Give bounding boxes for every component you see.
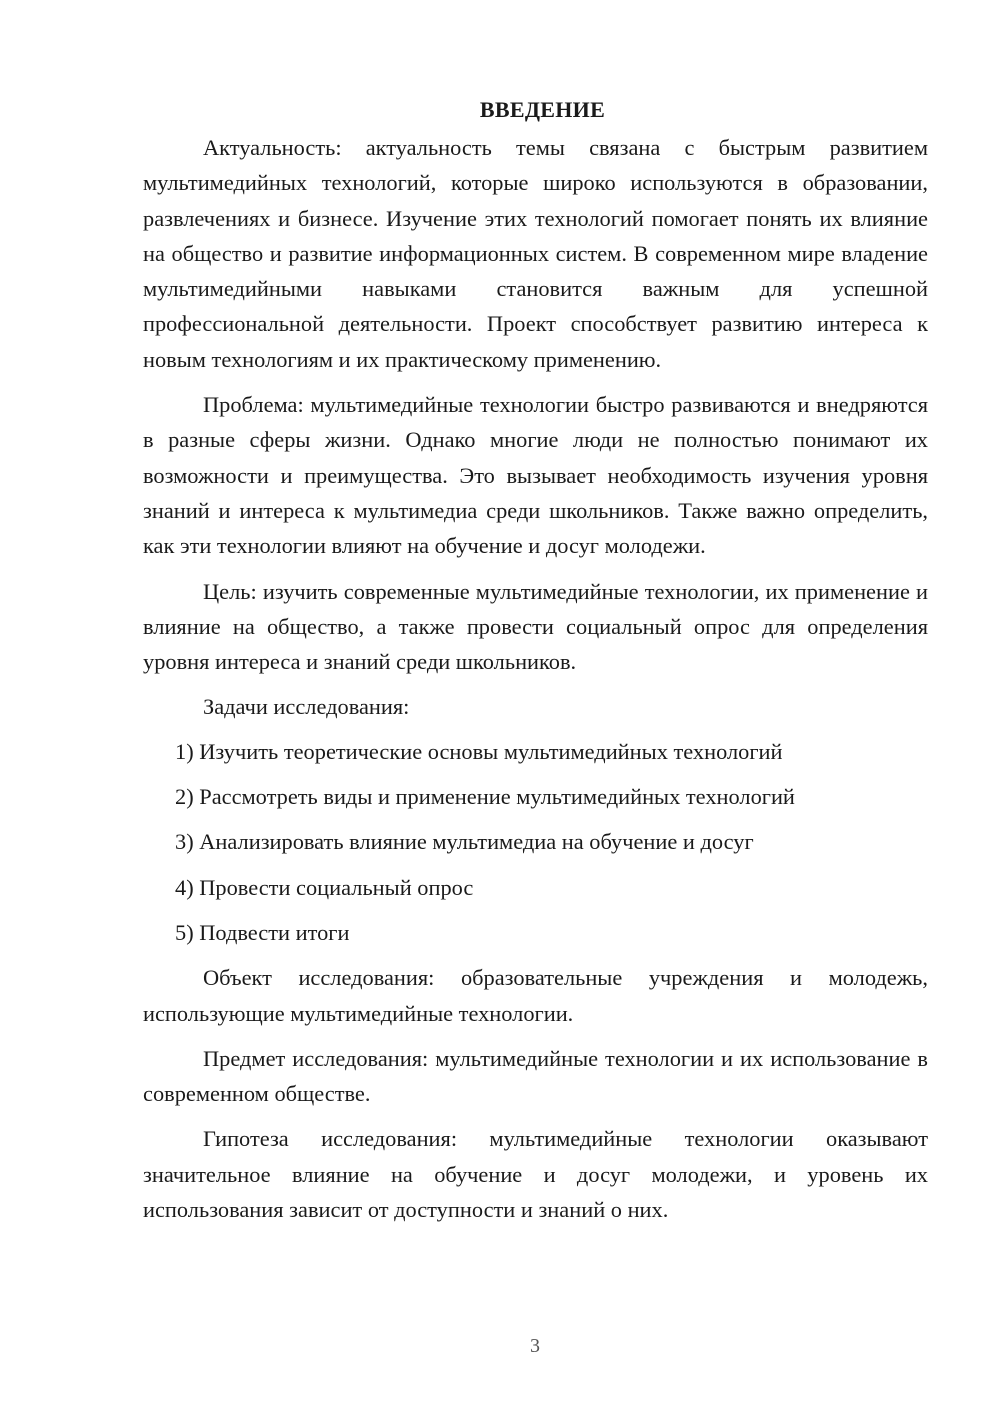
goal-paragraph: Цель: изучить современные мультимедийные технологии, их применение и влияние на общество, а также провести социальный опрос для определения уровня интереса и знаний среди школьников. xyxy=(143,578,928,675)
task-item: 5) Подвести итоги xyxy=(175,919,350,945)
document-page xyxy=(143,96,928,1311)
tasks-list xyxy=(143,734,928,950)
relevance-paragraph: Актуальность: актуальность темы связана с быстрым развитием мультимедийных технологий, которые широко используются в образовании, развлечениях и бизнесе. Изучение этих технологий помогает понять их влияние на общество и развитие информационных систем. В современном мире владение мультимедийными навыками становится важным для успешной профессиональной деятельности. Проект способствует развитию интереса к новым технологиям и их практическому применению. xyxy=(143,135,928,372)
task-item: 1) Изучить теоретические основы мультимедийных технологий xyxy=(175,738,783,764)
page-number: 3 xyxy=(530,1335,540,1357)
task-item: 4) Провести социальный опрос xyxy=(175,874,474,900)
task-item: 3) Анализировать влияние мультимедиа на обучение и досуг xyxy=(175,829,754,855)
tasks-label: Задачи исследования: xyxy=(203,694,410,720)
section-heading: ВВЕДЕНИЕ xyxy=(479,97,606,122)
subject-paragraph: Предмет исследования: мультимедийные технологии и их использование в современном обществе. xyxy=(143,1045,928,1107)
problem-paragraph: Проблема: мультимедийные технологии быстро развиваются и внедряются в разные сферы жизни. Однако многие люди не полностью понимают их возможности и преимущества. Это вызывает необходимость изучения уровня знаний и интереса к мультимедиа среди школьников. Также важно определить, как эти технологии влияют на обучение и досуг молодежи. xyxy=(143,392,928,559)
hypothesis-paragraph: Гипотеза исследования: мультимедийные технологии оказывают значительное влияние на обучение и досуг молодежи, и уровень их использования зависит от доступности и знаний о них. xyxy=(143,1126,928,1223)
object-paragraph: Объект исследования: образовательные учреждения и молодежь, использующие мультимедийные технологии. xyxy=(143,965,928,1026)
task-item: 2) Рассмотреть виды и применение мультимедийных технологий xyxy=(175,784,795,810)
